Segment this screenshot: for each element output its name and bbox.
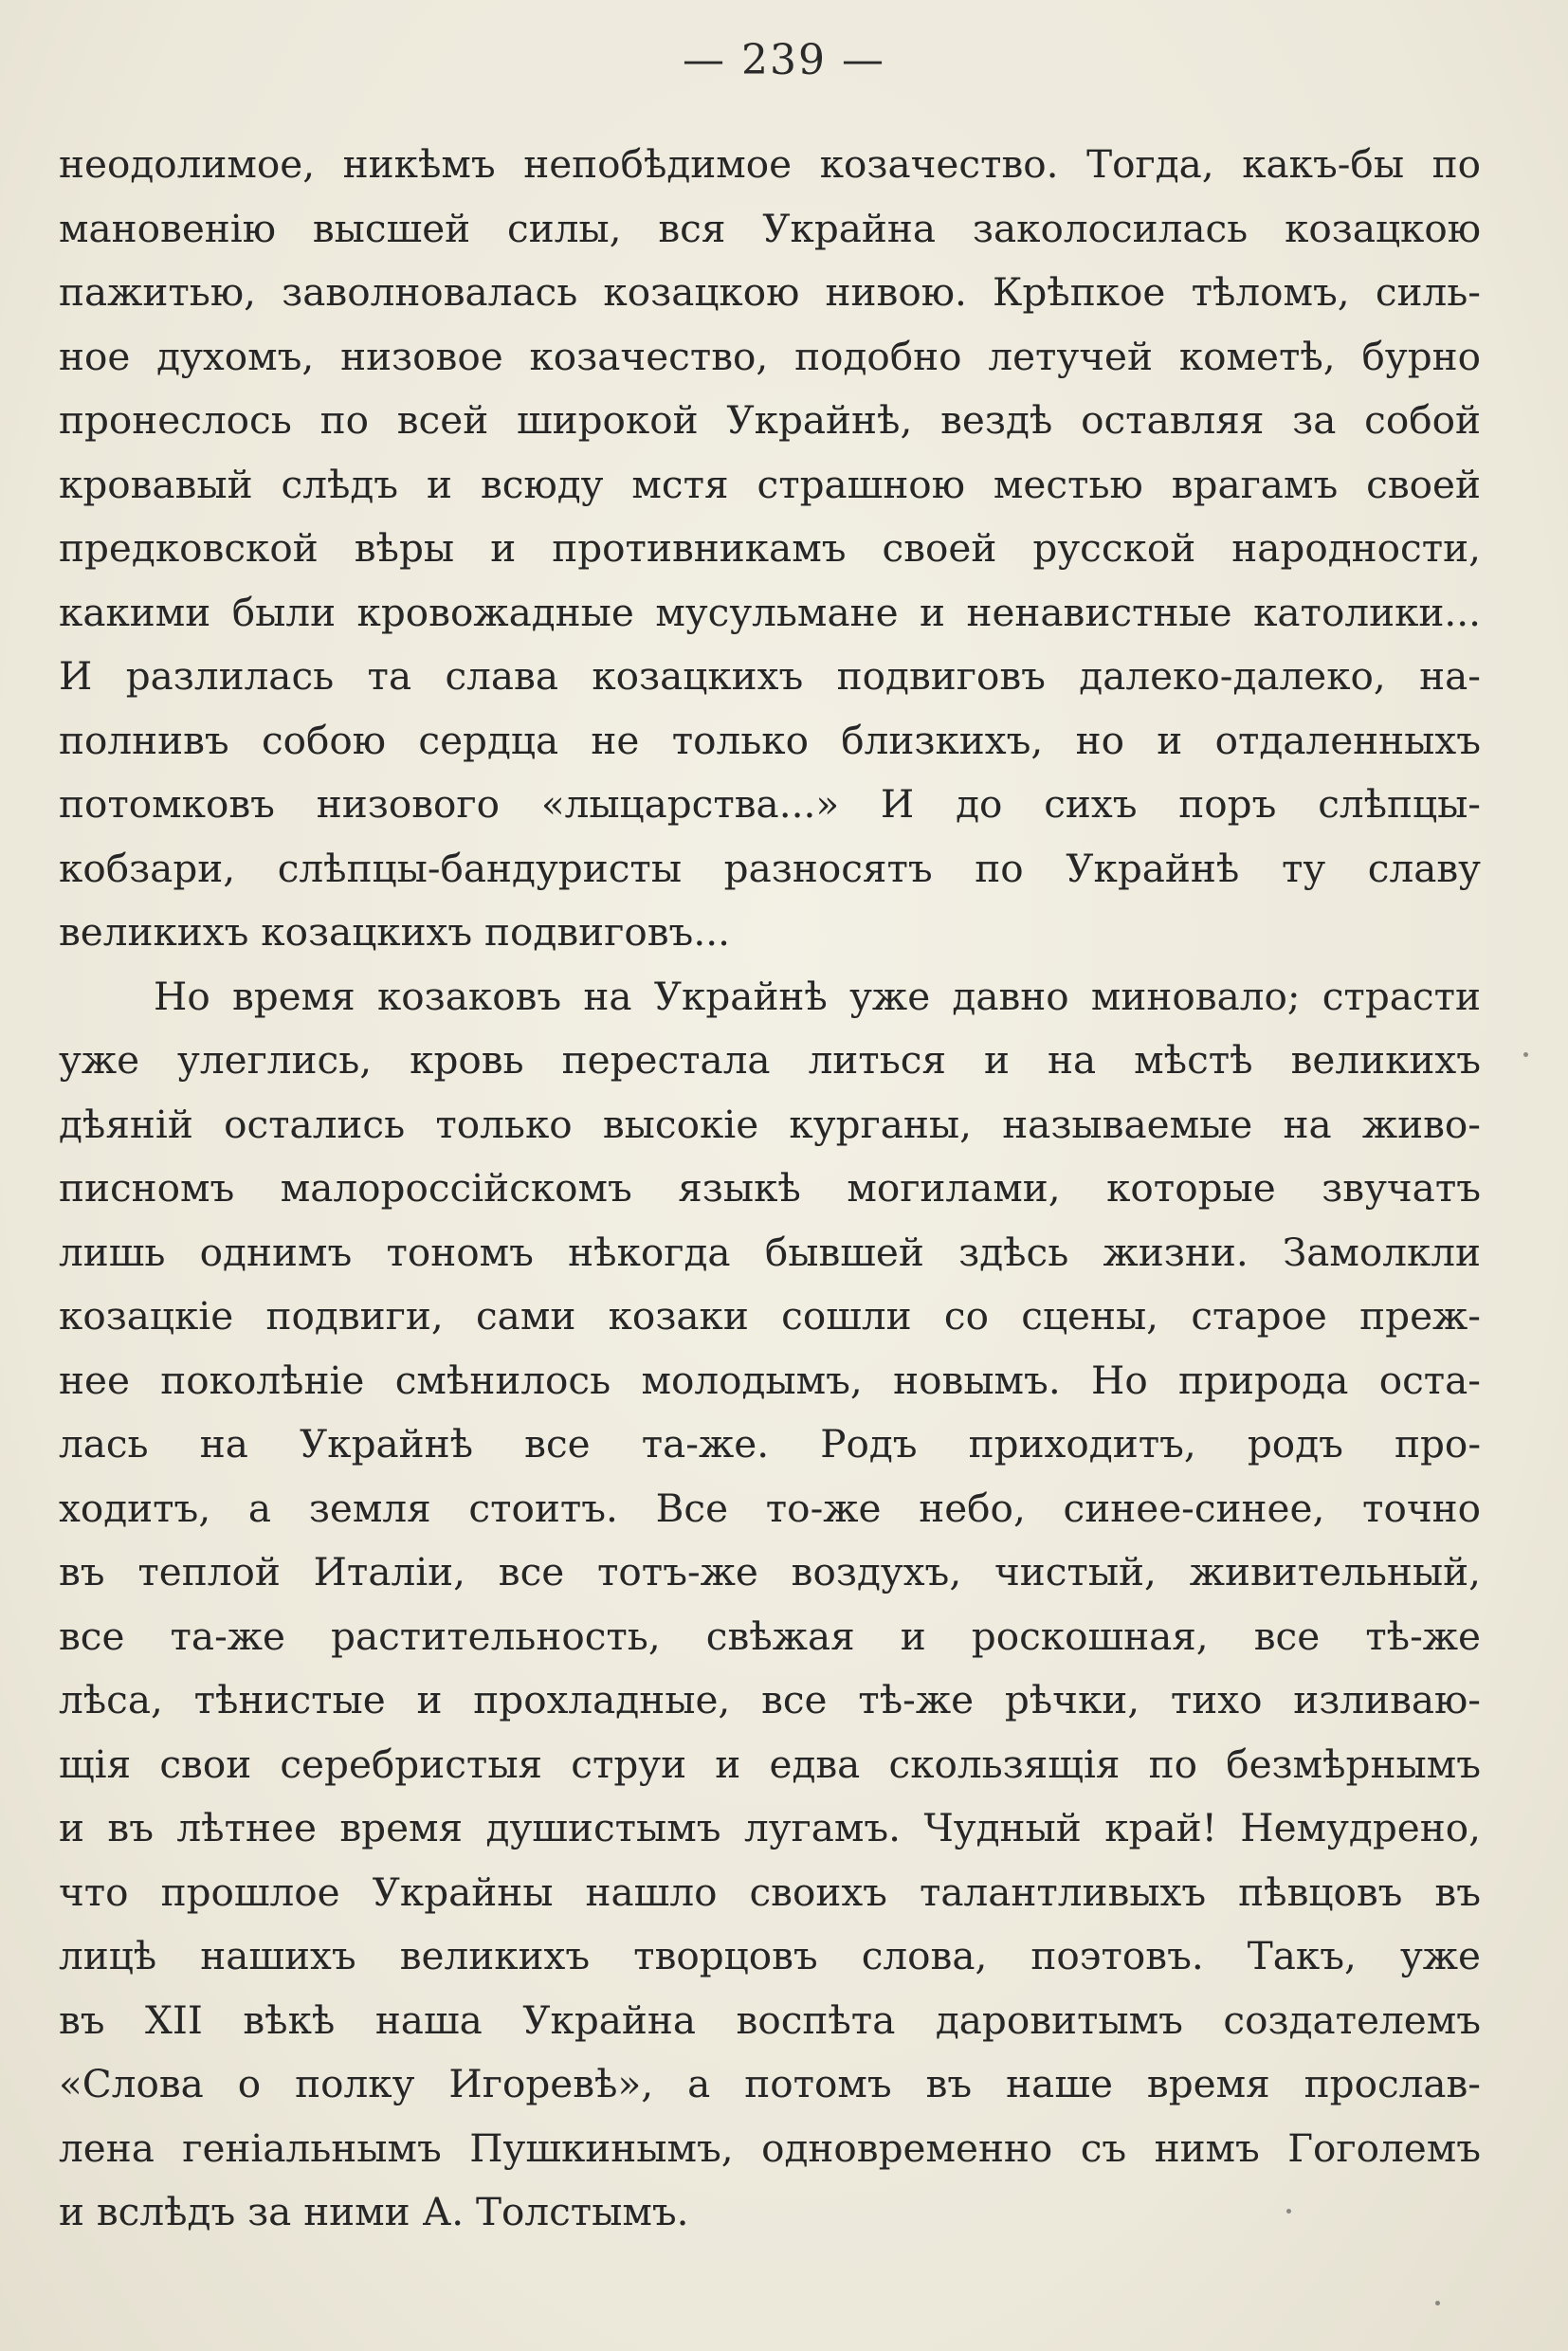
page-number: — 239 — [683, 36, 885, 84]
text-line: что прошлое Украйны нашло своихъ талантливыхъ пѣвцовъ въ [59, 1868, 1481, 1915]
print-speck [1523, 1052, 1528, 1057]
text-line: какими были кровожадные мусульмане и ненавистные католики... [59, 589, 1481, 635]
text-line: неодолимое, никѣмъ непобѣдимое козачество. Тогда, какъ-бы по [59, 141, 1481, 187]
paragraph [59, 133, 1481, 965]
text-line: предковской вѣры и противникамъ своей русской народности, [59, 525, 1481, 571]
text-line: полнивъ собою сердца не только близкихъ, но и отдаленныхъ [59, 717, 1481, 763]
text-line: великихъ козацкихъ подвиговъ... [59, 909, 730, 955]
paragraph [59, 965, 1481, 2245]
text-line: «Слова о полку Игоревѣ», а потомъ въ наше время прослав- [59, 2061, 1481, 2106]
text-line: лѣса, тѣнистые и прохладные, все тѣ-же рѣчки, тихо изливаю- [59, 1677, 1481, 1722]
text-line: ходитъ, а земля стоитъ. Все то-же небо, синее-синее, точно [59, 1485, 1481, 1531]
text-line: мановенію высшей силы, вся Украйна заколосилась козацкою [59, 205, 1481, 251]
text-line: и въ лѣтнее время душистымъ лугамъ. Чудный край! Немудрено, [59, 1805, 1481, 1850]
text-line: лена геніальнымъ Пушкинымъ, одновременно съ нимъ Гоголемъ [59, 2124, 1481, 2171]
print-speck [1435, 2301, 1440, 2305]
text-line: все та-же растительность, свѣжая и роскошная, все тѣ-же [59, 1613, 1481, 1659]
text-line: уже улеглись, кровь перестала литься и на мѣстѣ великихъ [59, 1037, 1481, 1083]
text-line: нее поколѣніе смѣнилось молодымъ, новымъ. Но природа оста- [59, 1357, 1481, 1403]
text-line: и вслѣдъ за ними А. Толстымъ. [59, 2189, 689, 2234]
text-line: потомковъ низового «лыцарства...» И до сихъ поръ слѣпцы- [59, 781, 1481, 827]
text-line: И разлилась та слава козацкихъ подвиговъ далеко-далеко, на- [59, 653, 1481, 699]
text-line: кобзари, слѣпцы-бандуристы разносятъ по Украйнѣ ту славу [59, 845, 1481, 891]
text-line: щія свои серебристыя струи и едва скользящія по безмѣрнымъ [59, 1740, 1481, 1787]
text-line: лась на Украйнѣ все та-же. Родъ приходитъ, родъ про- [59, 1421, 1481, 1467]
print-speck [1286, 2209, 1291, 2214]
text-line: пронеслось по всей широкой Украйнѣ, вездѣ оставляя за собой [59, 397, 1481, 443]
text-line: писномъ малороссійскомъ языкѣ могилами, которые звучатъ [59, 1165, 1481, 1211]
text-line: въ XII вѣкѣ наша Украйна воспѣта даровитымъ создателемъ [59, 1996, 1481, 2043]
text-line: въ теплой Италіи, все тотъ-же воздухъ, чистый, живительный, [59, 1549, 1481, 1595]
text-line: лицѣ нашихъ великихъ творцовъ слова, поэтовъ. Такъ, уже [59, 1933, 1481, 1978]
text-line: кровавый слѣдъ и всюду мстя страшною местью врагамъ своей [59, 461, 1481, 507]
text-line: лишь однимъ тономъ нѣкогда бывшей здѣсь жизни. Замолкли [59, 1229, 1481, 1275]
page-body [59, 133, 1481, 2245]
text-line: козацкіе подвиги, сами козаки сошли со сцены, старое преж- [59, 1293, 1481, 1339]
text-line: пажитью, заволновалась козацкою нивою. Крѣпкое тѣломъ, силь- [59, 269, 1481, 315]
text-line: дѣяній остались только высокіе курганы, называемые на живо- [59, 1101, 1481, 1147]
text-line: Но время козаковъ на Украйнѣ уже давно миновало; страсти [154, 973, 1481, 1019]
text-line: ное духомъ, низовое козачество, подобно летучей кометѣ, бурно [59, 333, 1481, 379]
